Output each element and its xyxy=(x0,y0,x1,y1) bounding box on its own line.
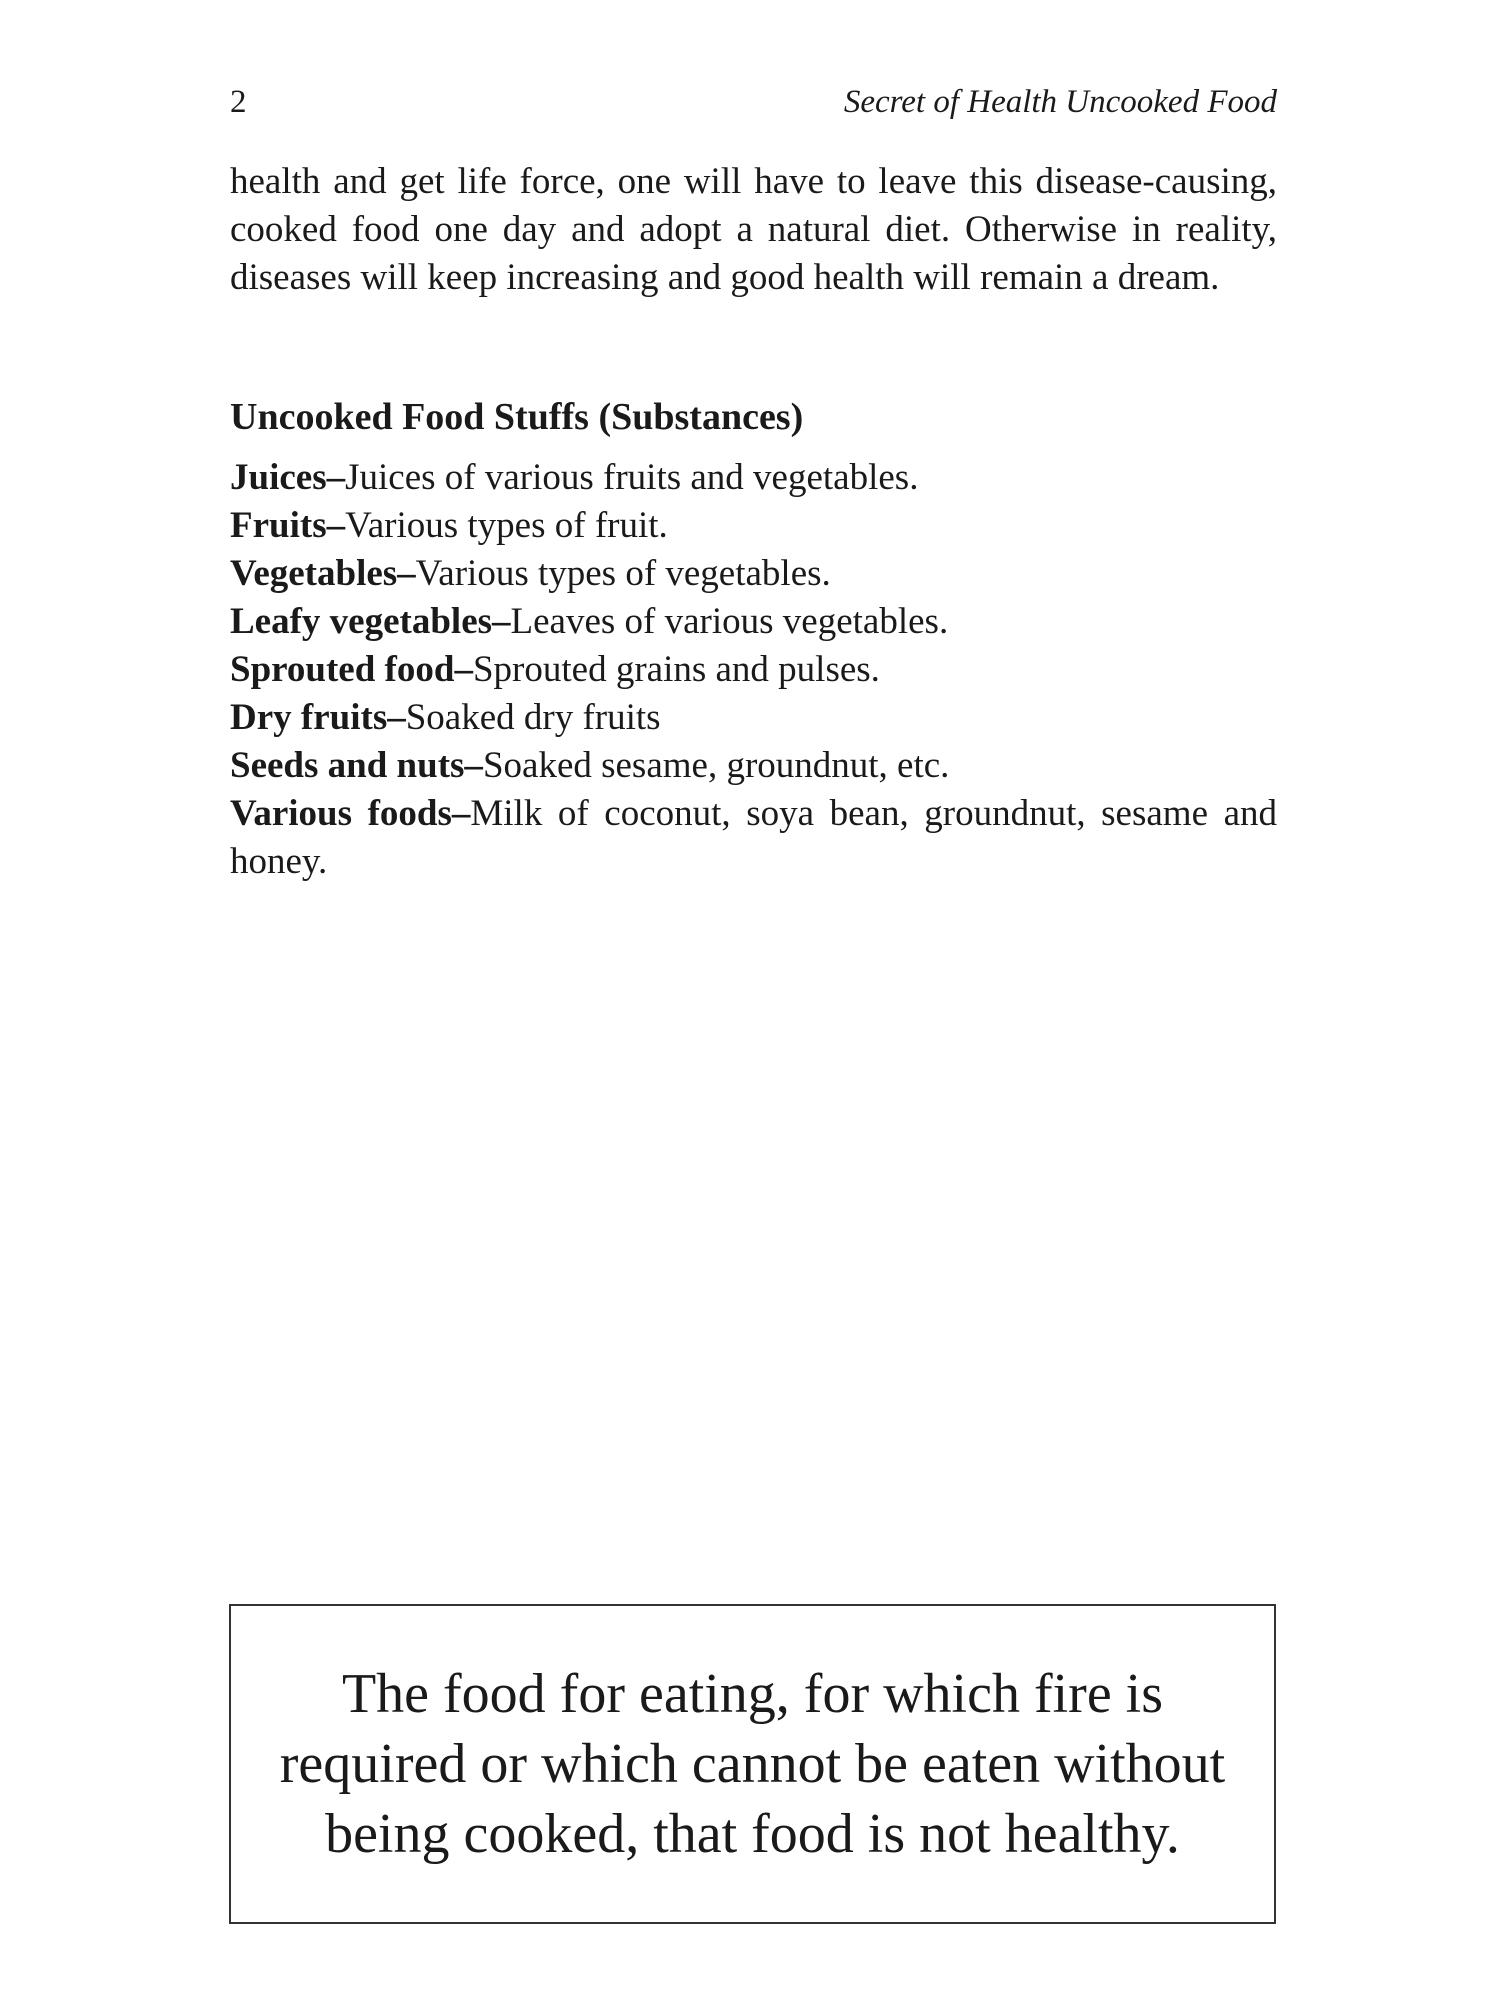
list-item xyxy=(230,550,1277,598)
item-term: Juices– xyxy=(230,457,346,498)
list-item xyxy=(230,646,1277,694)
body-paragraph: health and get life force, one will have to leave this disease-causing, cooked food one day and adopt a natural diet. Otherwise in reality, diseases will keep increasing and good health will remain a dream. xyxy=(230,161,1277,298)
list-item xyxy=(230,454,1277,502)
list-item xyxy=(230,502,1277,550)
item-text: Leaves of various vegetables. xyxy=(510,601,949,642)
item-text: Milk of coconut, soya bean, groundnut, sesame and honey. xyxy=(230,793,1277,882)
item-term: Seeds and nuts– xyxy=(230,745,483,786)
list-item xyxy=(230,694,1277,742)
item-term: Leafy vegetables– xyxy=(230,601,511,642)
quote-text: The food for eating, for which fire is required or which cannot be eaten without being cooked, that food is not healthy. xyxy=(279,1663,1226,1865)
running-head: Secret of Health Uncooked Food xyxy=(843,84,1277,120)
page-number: 2 xyxy=(230,84,247,120)
item-text: Various types of vegetables. xyxy=(415,553,831,594)
quote-box xyxy=(229,1604,1276,1924)
food-list xyxy=(230,454,1277,886)
item-term: Dry fruits– xyxy=(230,697,406,738)
section-heading: Uncooked Food Stuffs (Substances) xyxy=(230,396,804,438)
item-text: Various types of fruit. xyxy=(345,505,668,546)
item-term: Various foods– xyxy=(230,793,471,834)
list-item xyxy=(230,790,1277,886)
list-item xyxy=(230,598,1277,646)
item-term: Fruits– xyxy=(230,505,346,546)
item-text: Soaked dry fruits xyxy=(405,697,661,738)
list-item xyxy=(230,742,1277,790)
item-text: Juices of various fruits and vegetables. xyxy=(345,457,919,498)
item-text: Sprouted grains and pulses. xyxy=(472,649,880,690)
item-text: Soaked sesame, groundnut, etc. xyxy=(482,745,950,786)
item-term: Vegetables– xyxy=(230,553,416,594)
item-term: Sprouted food– xyxy=(230,649,473,690)
